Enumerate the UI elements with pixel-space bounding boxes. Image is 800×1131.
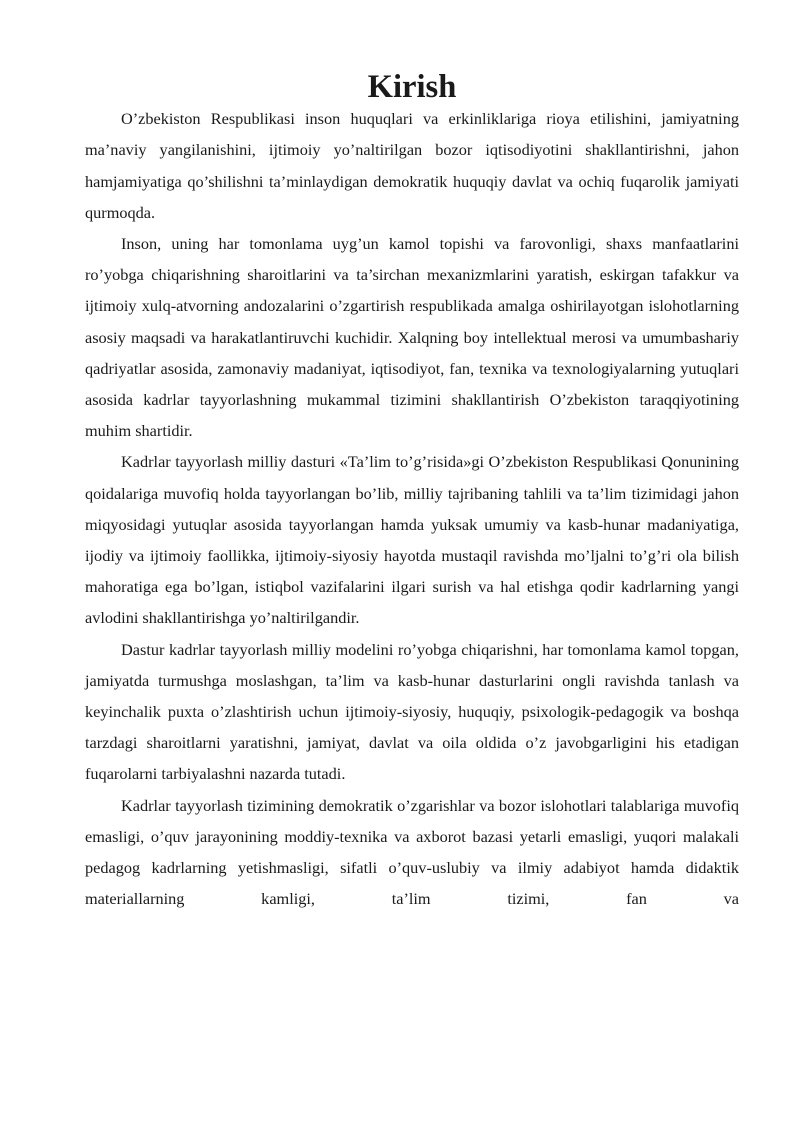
paragraph-5: Kadrlar tayyorlash tizimining demokratik o’zgarishlar va bozor islohotlari talablariga muvofiq emasligi, o’quv jarayonining moddiy-texnika va axborot bazasi yetarli emasligi, yuqori malakali pedagog kadrlarning yetishmasligi, sifatli o’quv-uslubiy va ilmiy adabiyot hamda didaktik materiallarning kamligi, ta’lim tizimi, fan va — [85, 795, 739, 909]
paragraph-3: Kadrlar tayyorlash milliy dasturi «Ta’lim to’g’risida»gi O’zbekiston Respublikasi Qonunining qoidalariga muvofiq holda tayyorlangan bo’lib, milliy tajribaning tahlili va ta’lim tizimidagi jahon miqyosidagi yutuqlar asosida tayyorlangan hamda yuksak umumiy va kasb-hunar madaniyatiga, ijodiy va ijtimoiy faollikka, ijtimoiy-siyosiy hayotda mustaqil ravishda mo’ljalni to’g’ri ola bilish mahoratiga ega bo’lgan, istiqbol vazifalarini ilgari surish va hal etishga qodir kadrlarning yangi avlodini shakllantirishga yo’naltirilgandir. — [85, 452, 739, 628]
paragraph-4: Dastur kadrlar tayyorlash milliy modelini ro’yobga chiqarishni, har tomonlama kamol topgan, jamiyatda turmushga moslashgan, ta’lim va kasb-hunar dasturlarini ongli ravishda tanlash va keyinchalik puxta o’zlashtirish uchun ijtimoiy-siyosiy, huquqiy, psixologik-pedagogik va boshqa tarzdagi sharoitlarni yaratishni, jamiyat, davlat va oila oldida o’z javobgarligini his etadigan fuqarolarni tarbiyalashni nazarda tutadi. — [85, 639, 739, 784]
document-page — [85, 69, 739, 914]
section-title: Kirish — [367, 69, 457, 105]
paragraph-2: Inson, uning har tomonlama uyg’un kamol topishi va farovonligi, shaxs manfaatlarini ro’yobga chiqarishning sharoitlarini va ta’sirchan mexanizmlarini yaratish, eskirgan tafakkur va ijtimoiy xulq-atvorning andozalarini o’zgartirish respublikada amalga oshirilayotgan islohotlarning asosiy maqsadi va harakatlantiruvchi kuchidir. Xalqning boy intellektual merosi va umumbashariy qadriyatlar asosida, zamonaviy madaniyat, iqtisodiyot, fan, texnika va texnologiyalarning yutuqlari asosida kadrlar tayyorlashning mukammal tizimini shakllantirish O’zbekiston taraqqiyotining muhim shartidir. — [85, 234, 739, 441]
paragraph-1: O’zbekiston Respublikasi inson huquqlari va erkinliklariga rioya etilishini, jamiyatning ma’naviy yangilanishini, ijtimoiy yo’naltirilgan bozor iqtisodiyotini shakllantirishni, jahon hamjamiyatiga qo’shilishni ta’minlaydigan demokratik huquqiy davlat va ochiq fuqarolik jamiyati qurmoqda. — [85, 109, 739, 222]
